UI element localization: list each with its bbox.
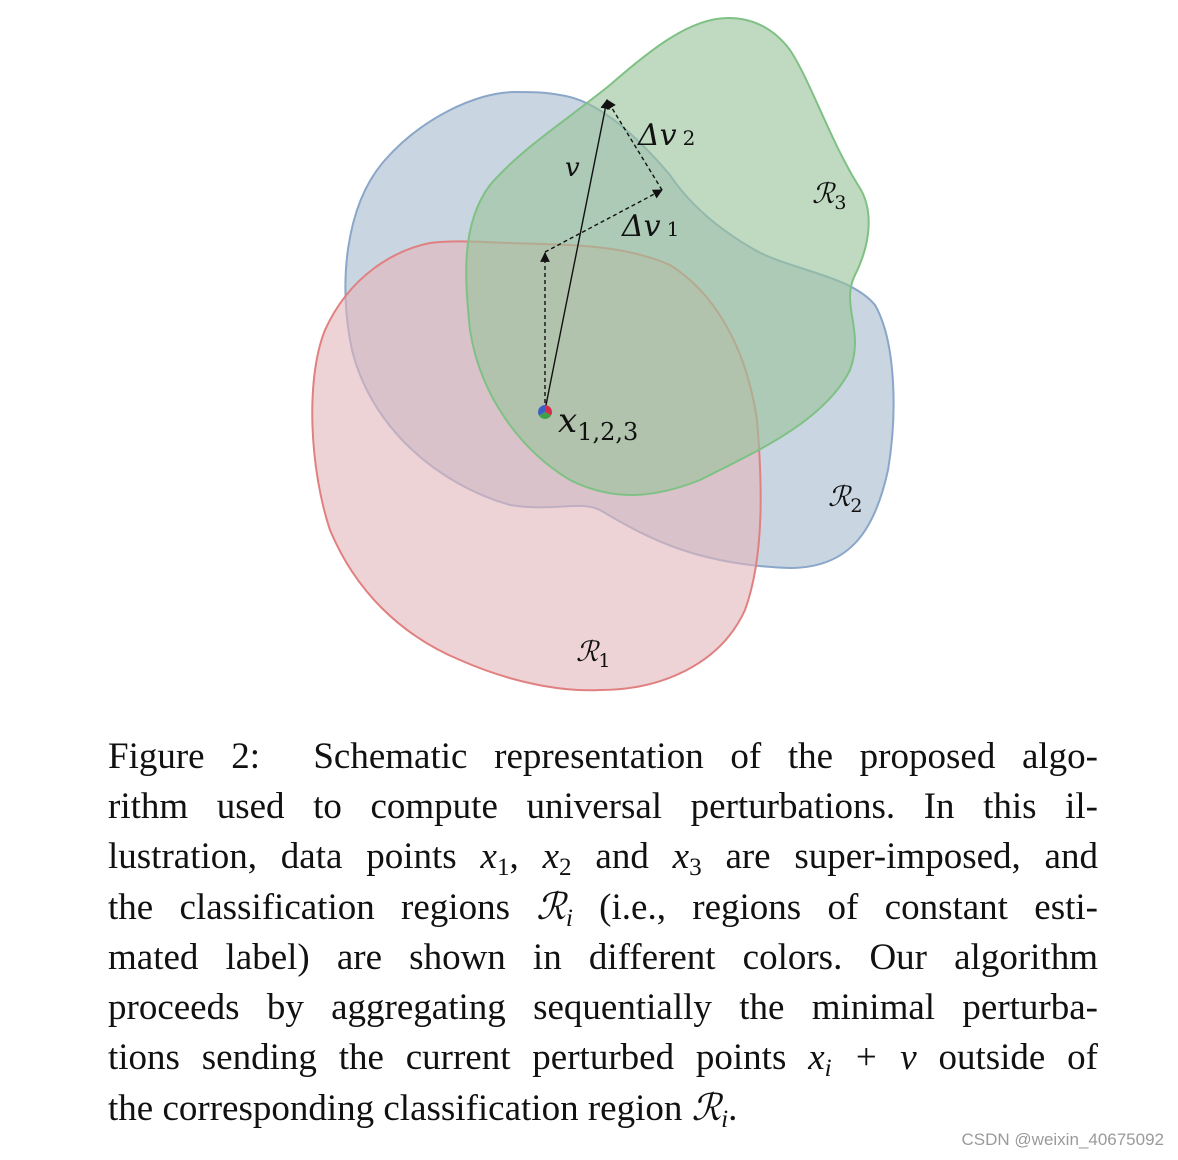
data-point-x123 — [538, 405, 552, 419]
label-r2: ℛ$_2$ — [828, 480, 863, 517]
watermark: CSDN @weixin_40675092 — [961, 1130, 1164, 1149]
caption-line-4: the classification regions ℛ$_i$ (i.e., regions of constant esti- — [108, 885, 1098, 933]
caption-line-8: the corresponding classification region ℛ$_i$. — [108, 1086, 738, 1134]
caption-line-3: lustration, data points $x_1$, $x_2$ and $x_3$ are super-imposed, and — [108, 836, 1098, 882]
label-v: v — [565, 153, 580, 183]
label-delta-v1: Δv 1 — [622, 209, 680, 244]
caption-line-1 — [108, 732, 1098, 782]
label-delta-v2: Δv 2 — [638, 118, 696, 153]
caption-line-5: mated label) are shown in different colors. Our algorithm — [108, 937, 1098, 978]
figure-caption — [108, 732, 1098, 1134]
label-r3: ℛ$_3$ — [812, 177, 847, 214]
figure-label: Figure 2: — [108, 736, 261, 777]
caption-line-2: rithm used to compute universal perturbations. In this il- — [108, 786, 1098, 827]
label-x123: $x_{1,2,3}$ — [558, 401, 639, 446]
label-r1: ℛ$_1$ — [576, 635, 611, 672]
caption-line-7: tions sending the current perturbed points $x_i + v$ outside of — [108, 1037, 1098, 1083]
caption-line-6: proceeds by aggregating sequentially the minimal perturba- — [108, 987, 1098, 1028]
caption-text-1: Schematic representation of the proposed algo- — [313, 736, 1098, 777]
